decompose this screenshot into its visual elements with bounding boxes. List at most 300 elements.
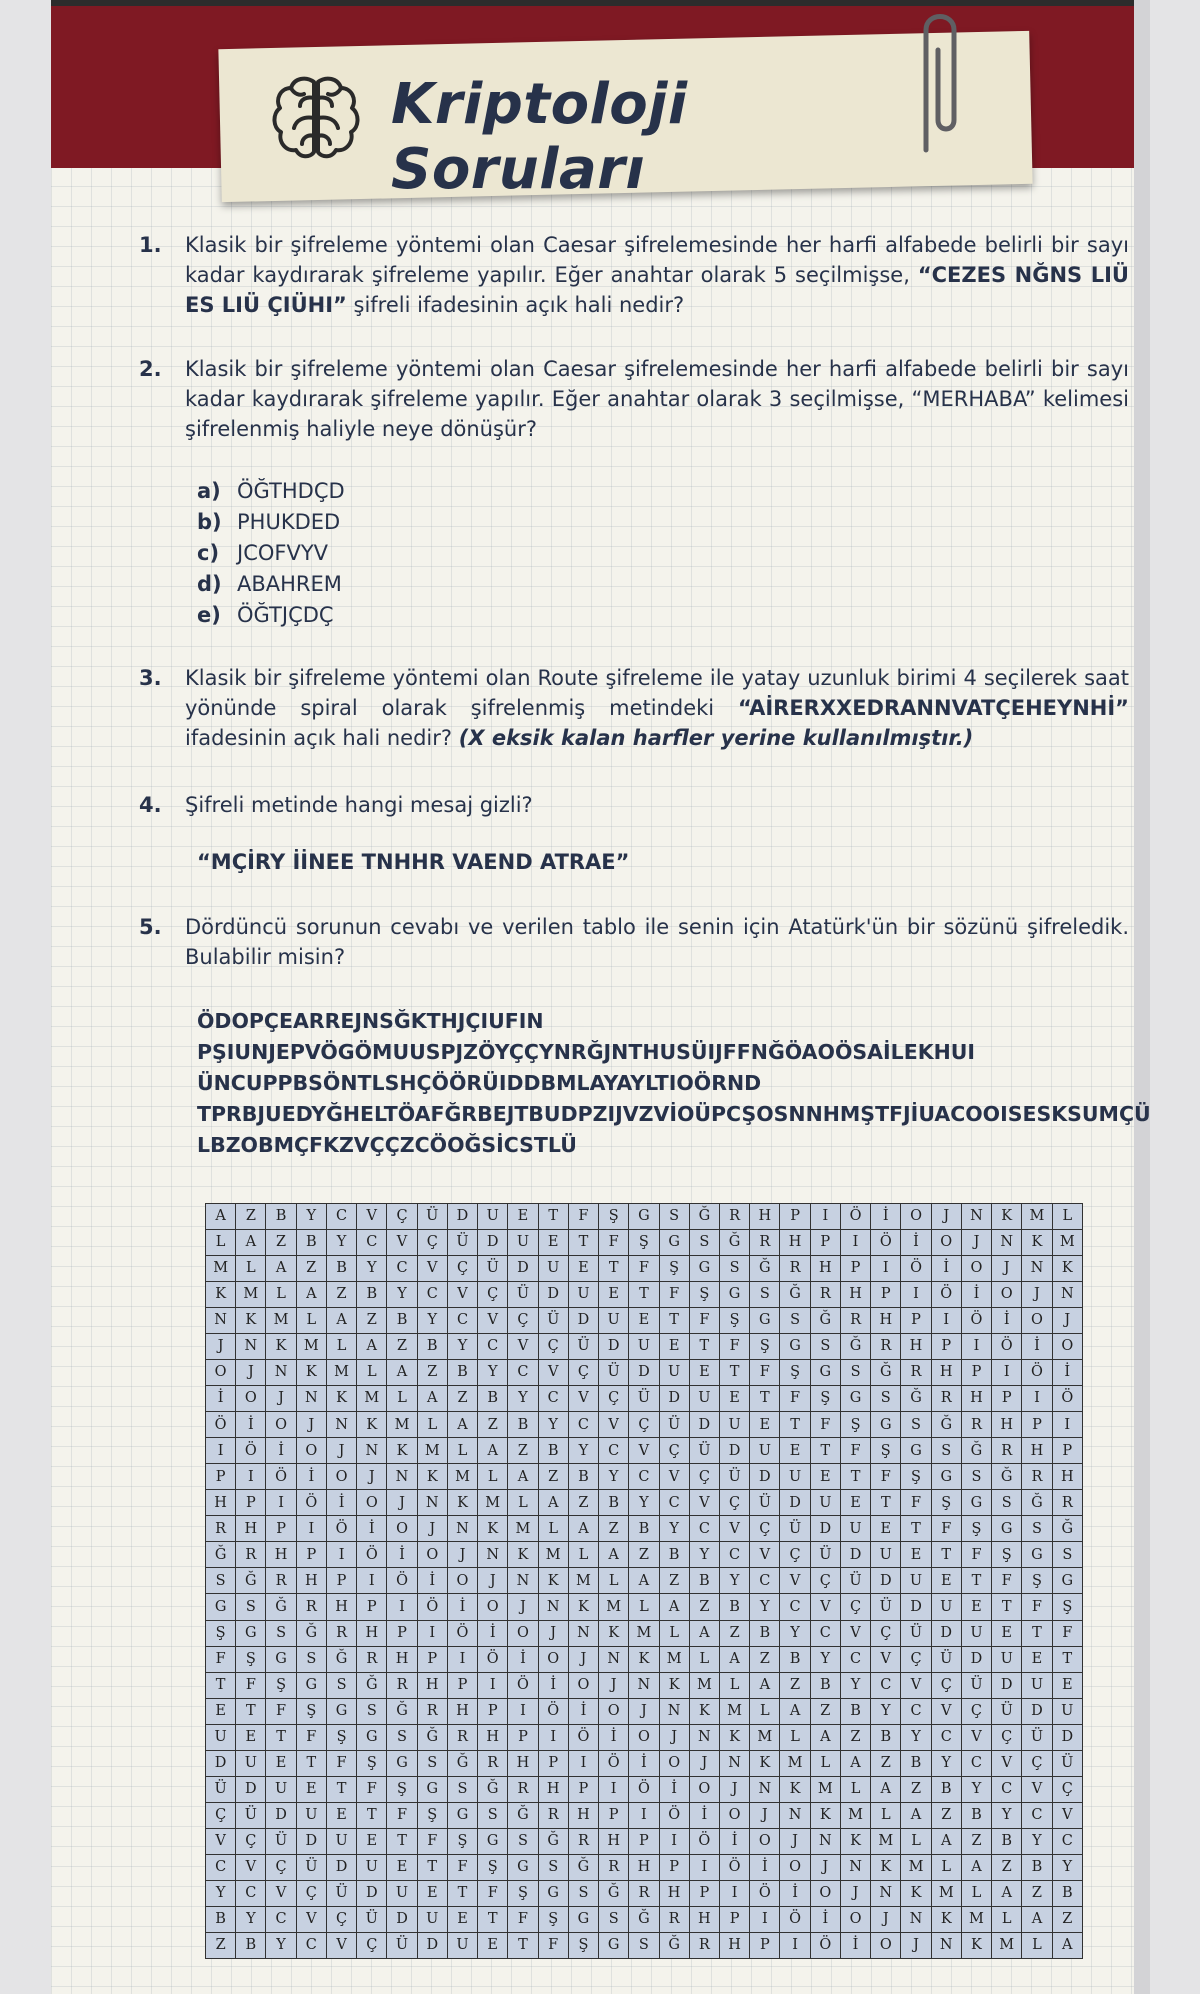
table-cell: A [206,1204,236,1230]
table-cell: H [538,1776,568,1802]
table-cell: Ğ [266,1594,296,1620]
table-cell: V [357,1204,387,1230]
table-cell: Ç [206,1802,236,1828]
table-cell: Ş [992,1542,1022,1568]
table-cell: G [810,1360,840,1386]
table-cell: N [1052,1282,1082,1308]
table-cell: Z [810,1698,840,1724]
table-cell: K [447,1490,477,1516]
table-cell: L [780,1724,810,1750]
table-cell: Ü [296,1854,326,1880]
table-cell: Ç [568,1360,598,1386]
table-cell: P [931,1334,961,1360]
table-cell: M [326,1360,356,1386]
table-cell: Ö [780,1906,810,1932]
table-cell: Ş [840,1412,870,1438]
table-row [206,1438,1083,1464]
table-cell: P [357,1594,387,1620]
cipher-block [197,1006,1151,1161]
table-cell: R [931,1386,961,1412]
table-cell: Ş [1022,1568,1052,1594]
table-cell: E [992,1620,1022,1646]
table-cell: M [629,1620,659,1646]
table-cell: T [659,1308,689,1334]
table-cell: Y [871,1698,901,1724]
table-cell: D [568,1308,598,1334]
table-cell: Ü [206,1776,236,1802]
table-cell: K [357,1412,387,1438]
table-cell: T [478,1906,508,1932]
table-cell: A [417,1386,447,1412]
table-cell: R [780,1256,810,1282]
table-cell: F [992,1568,1022,1594]
table-cell: H [810,1256,840,1282]
table-cell: V [871,1646,901,1672]
table-cell: E [780,1438,810,1464]
table-cell: D [1052,1724,1082,1750]
table-cell: M [931,1880,961,1906]
table-cell: İ [236,1412,266,1438]
table-cell: B [538,1438,568,1464]
table-cell: K [538,1568,568,1594]
table-cell: S [508,1828,538,1854]
table-cell: D [599,1334,629,1360]
question-text: Klasik bir şifreleme yöntemi olan Caesar şifrelemesinde her harfi alfabede belirli bir sayı kadar kaydırarak şifreleme yapılır. Eğer anahtar olarak 5 seçilmişse, [185,233,1129,287]
table-cell: B [236,1932,266,1958]
table-cell: C [387,1256,417,1282]
table-cell: G [659,1230,689,1256]
table-cell: Ü [1022,1724,1052,1750]
table-cell: B [871,1724,901,1750]
table-cell: P [659,1854,689,1880]
table-cell: P [719,1906,749,1932]
table-cell: L [447,1438,477,1464]
table-cell: Ç [719,1490,749,1516]
table-cell: M [871,1828,901,1854]
table-cell: Y [387,1282,417,1308]
table-cell: P [236,1490,266,1516]
table-cell: K [266,1334,296,1360]
table-cell: Ç [901,1646,931,1672]
table-cell: O [387,1516,417,1542]
table-cell: Ş [961,1516,991,1542]
table-cell: I [417,1620,447,1646]
table-cell: T [357,1802,387,1828]
table-cell: E [659,1334,689,1360]
table-cell: Ö [871,1230,901,1256]
table-cell: J [357,1464,387,1490]
table-row [206,1802,1083,1828]
table-cell: V [478,1308,508,1334]
table-cell: R [992,1438,1022,1464]
table-cell: Z [417,1360,447,1386]
table-cell: G [1052,1568,1082,1594]
table-cell: Ş [901,1464,931,1490]
table-cell: F [629,1256,659,1282]
table-cell: N [417,1490,447,1516]
table-cell: I [750,1906,780,1932]
table-cell: Y [599,1464,629,1490]
table-cell: A [478,1438,508,1464]
table-cell: M [961,1906,991,1932]
table-row [206,1906,1083,1932]
table-cell: Ş [538,1906,568,1932]
table-cell: J [387,1490,417,1516]
table-cell: K [568,1594,598,1620]
table-cell: R [296,1594,326,1620]
table-cell: V [1022,1776,1052,1802]
table-cell: T [961,1568,991,1594]
table-cell: F [1052,1620,1082,1646]
table-cell: J [1052,1308,1082,1334]
table-cell: N [296,1386,326,1412]
table-cell: N [266,1360,296,1386]
table-cell: I [599,1776,629,1802]
table-cell: Ğ [659,1932,689,1958]
table-cell: Ç [357,1932,387,1958]
table-cell: C [326,1204,356,1230]
table-cell: R [508,1776,538,1802]
table-cell: T [568,1230,598,1256]
table-cell: Ş [296,1698,326,1724]
table-cell: Ş [750,1334,780,1360]
table-cell: V [629,1438,659,1464]
table-cell: Z [961,1828,991,1854]
table-cell: Ğ [599,1880,629,1906]
table-cell: Z [871,1750,901,1776]
table-cell: P [750,1932,780,1958]
table-cell: E [750,1412,780,1438]
table-row [206,1204,1083,1230]
table-cell: E [689,1360,719,1386]
table-cell: R [236,1542,266,1568]
table-cell: İ [387,1542,417,1568]
table-cell: C [357,1230,387,1256]
table-cell: O [810,1880,840,1906]
table-cell: A [689,1620,719,1646]
table-cell: K [961,1932,991,1958]
table-cell: C [206,1854,236,1880]
table-cell: L [810,1750,840,1776]
table-cell: Ğ [719,1230,749,1256]
table-cell: Ö [599,1750,629,1776]
table-cell: I [296,1516,326,1542]
table-cell: I [1052,1412,1082,1438]
table-cell: N [326,1412,356,1438]
table-cell: N [901,1906,931,1932]
table-cell: P [266,1516,296,1542]
table-cell: Ö [447,1620,477,1646]
table-cell: Ç [387,1204,417,1230]
table-cell: I [780,1932,810,1958]
paperclip-icon [906,0,966,160]
table-cell: N [599,1646,629,1672]
table-cell: Z [447,1386,477,1412]
table-row [206,1620,1083,1646]
table-cell: S [1052,1542,1082,1568]
table-cell: Ş [659,1256,689,1282]
table-cell: K [508,1542,538,1568]
table-cell: Ğ [508,1802,538,1828]
table-cell: K [689,1698,719,1724]
table-cell: Ö [357,1542,387,1568]
table-cell: L [931,1854,961,1880]
table-cell: Ş [689,1282,719,1308]
table-cell: Ü [931,1646,961,1672]
table-cell: V [447,1282,477,1308]
table-cell: S [326,1672,356,1698]
table-cell: O [750,1828,780,1854]
table-cell: İ [750,1854,780,1880]
table-cell: Z [931,1802,961,1828]
cipher-line: PŞIUNJEPVÖGÖMUUSPJZÖYÇÇYNRĞJNTHUSÜIJFFNĞÖAOÖSAİLEKHUI [197,1040,976,1064]
table-cell: F [810,1412,840,1438]
table-cell: Y [296,1204,326,1230]
table-cell: K [296,1360,326,1386]
table-cell: B [931,1776,961,1802]
table-cell: Ğ [387,1698,417,1724]
table-cell: S [478,1802,508,1828]
option-e: e) ÖĞTJÇDÇ [197,603,334,627]
table-cell: L [1052,1204,1082,1230]
table-row [206,1828,1083,1854]
table-cell: Ö [961,1308,991,1334]
table-cell: A [296,1282,326,1308]
table-cell: A [568,1516,598,1542]
table-row [206,1594,1083,1620]
table-cell: Ü [659,1412,689,1438]
table-cell: Y [780,1620,810,1646]
table-cell: N [508,1568,538,1594]
table-cell: Ç [236,1828,266,1854]
table-cell: T [538,1204,568,1230]
table-cell: D [326,1854,356,1880]
table-cell: Ğ [206,1542,236,1568]
table-cell: İ [871,1204,901,1230]
table-cell: A [992,1880,1022,1906]
table-row [206,1880,1083,1906]
table-cell: G [992,1516,1022,1542]
table-cell: K [1022,1230,1052,1256]
table-cell: L [629,1594,659,1620]
table-cell: O [357,1490,387,1516]
table-cell: A [871,1776,901,1802]
table-cell: U [357,1854,387,1880]
table-cell: C [236,1880,266,1906]
table-cell: Ç [750,1516,780,1542]
table-cell: U [689,1386,719,1412]
question-1 [139,230,1129,320]
table-row [206,1308,1083,1334]
table-cell: T [236,1698,266,1724]
table-cell: P [417,1646,447,1672]
table-cell: D [719,1438,749,1464]
table-cell: U [538,1256,568,1282]
table-row [206,1542,1083,1568]
table-cell: K [236,1308,266,1334]
table-cell: L [387,1386,417,1412]
table-cell: F [840,1438,870,1464]
table-cell: A [1052,1932,1082,1958]
table-cell: H [1052,1464,1082,1490]
table-cell: Ü [387,1932,417,1958]
table-cell: F [206,1646,236,1672]
table-cell: I [961,1334,991,1360]
table-cell: J [568,1646,598,1672]
table-cell: O [1022,1308,1052,1334]
table-cell: E [901,1542,931,1568]
table-cell: Y [961,1776,991,1802]
table-cell: A [599,1542,629,1568]
table-cell: İ [1022,1334,1052,1360]
table-cell: C [840,1646,870,1672]
table-cell: O [931,1230,961,1256]
table-cell: F [931,1516,961,1542]
table-cell: F [719,1334,749,1360]
table-cell: N [871,1880,901,1906]
table-cell: S [871,1386,901,1412]
table-cell: T [266,1724,296,1750]
table-cell: D [659,1386,689,1412]
table-cell: Ğ [780,1282,810,1308]
table-cell: F [871,1464,901,1490]
table-cell: T [1022,1620,1052,1646]
table-cell: S [659,1204,689,1230]
table-cell: H [931,1360,961,1386]
table-cell: F [478,1880,508,1906]
table-cell: Ü [629,1386,659,1412]
table-cell: U [478,1204,508,1230]
table-cell: E [1052,1672,1082,1698]
table-cell: Ü [871,1594,901,1620]
table-cell: F [901,1490,931,1516]
table-cell: T [780,1412,810,1438]
table-cell: E [447,1906,477,1932]
table-cell: P [780,1204,810,1230]
table-cell: R [901,1360,931,1386]
table-cell: Ü [508,1282,538,1308]
table-cell: Ç [931,1672,961,1698]
table-cell: F [659,1282,689,1308]
table-cell: Ş [266,1672,296,1698]
table-cell: U [417,1906,447,1932]
table-cell: B [1052,1880,1082,1906]
table-cell: H [961,1386,991,1412]
table-cell: F [447,1854,477,1880]
table-cell: S [599,1906,629,1932]
table-cell: E [961,1594,991,1620]
table-cell: Ç [599,1386,629,1412]
table-cell: M [1052,1230,1082,1256]
table-cell: O [1052,1334,1082,1360]
table-cell: İ [417,1568,447,1594]
table-cell: V [780,1568,810,1594]
table-row [206,1750,1083,1776]
table-cell: Ş [931,1490,961,1516]
table-cell: İ [296,1464,326,1490]
table-cell: C [1052,1828,1082,1854]
table-cell: E [931,1568,961,1594]
table-cell: Ğ [296,1620,326,1646]
table-cell: Ç [689,1464,719,1490]
table-cell: N [387,1464,417,1490]
table-cell: B [629,1516,659,1542]
question-3 [139,663,1129,753]
table-cell: T [901,1516,931,1542]
table-cell: B [417,1334,447,1360]
table-cell: F [568,1204,598,1230]
table-row [206,1282,1083,1308]
table-cell: O [508,1620,538,1646]
table-cell: İ [961,1282,991,1308]
table-cell: U [508,1230,538,1256]
table-cell: P [538,1750,568,1776]
question-5 [139,912,1129,972]
table-cell: D [266,1802,296,1828]
table-cell: M [387,1412,417,1438]
table-cell: O [961,1256,991,1282]
question-number: 2. [139,357,162,381]
table-cell: H [780,1230,810,1256]
table-cell: S [538,1854,568,1880]
table-cell: G [326,1698,356,1724]
table-cell: Y [206,1880,236,1906]
table-cell: I [206,1438,236,1464]
table-cell: S [296,1646,326,1672]
table-cell: G [206,1594,236,1620]
table-cell: G [538,1880,568,1906]
table-cell: U [266,1776,296,1802]
table-cell: K [780,1776,810,1802]
table-cell: L [871,1802,901,1828]
table-cell: M [266,1308,296,1334]
table-cell: N [810,1828,840,1854]
table-cell: R [719,1204,749,1230]
cipher-text: “CEZES NĞNS LIÜ ES LIÜ ÇIÜHI” [185,263,1129,317]
table-cell: M [810,1776,840,1802]
table-cell: A [326,1308,356,1334]
table-row [206,1412,1083,1438]
table-cell: L [901,1828,931,1854]
table-cell: T [871,1490,901,1516]
table-cell: D [387,1906,417,1932]
table-cell: Ü [689,1438,719,1464]
table-cell: H [629,1854,659,1880]
table-cell: Ü [1052,1750,1082,1776]
table-cell: Ü [326,1880,356,1906]
table-cell: Ö [689,1828,719,1854]
table-cell: O [236,1386,266,1412]
table-cell: Ğ [931,1412,961,1438]
table-cell: K [931,1906,961,1932]
table-cell: S [780,1308,810,1334]
table-cell: I [810,1204,840,1230]
table-cell: P [387,1620,417,1646]
table-cell: İ [840,1932,870,1958]
table-cell: M [206,1256,236,1282]
table-cell: Ç [629,1412,659,1438]
table-cell: O [447,1568,477,1594]
table-cell: Y [931,1750,961,1776]
table-cell: Z [387,1334,417,1360]
table-cell: D [478,1230,508,1256]
question-number: 4. [139,793,162,817]
table-cell: V [840,1620,870,1646]
table-cell: E [266,1750,296,1776]
table-cell: İ [568,1698,598,1724]
table-row [206,1516,1083,1542]
table-cell: G [296,1672,326,1698]
